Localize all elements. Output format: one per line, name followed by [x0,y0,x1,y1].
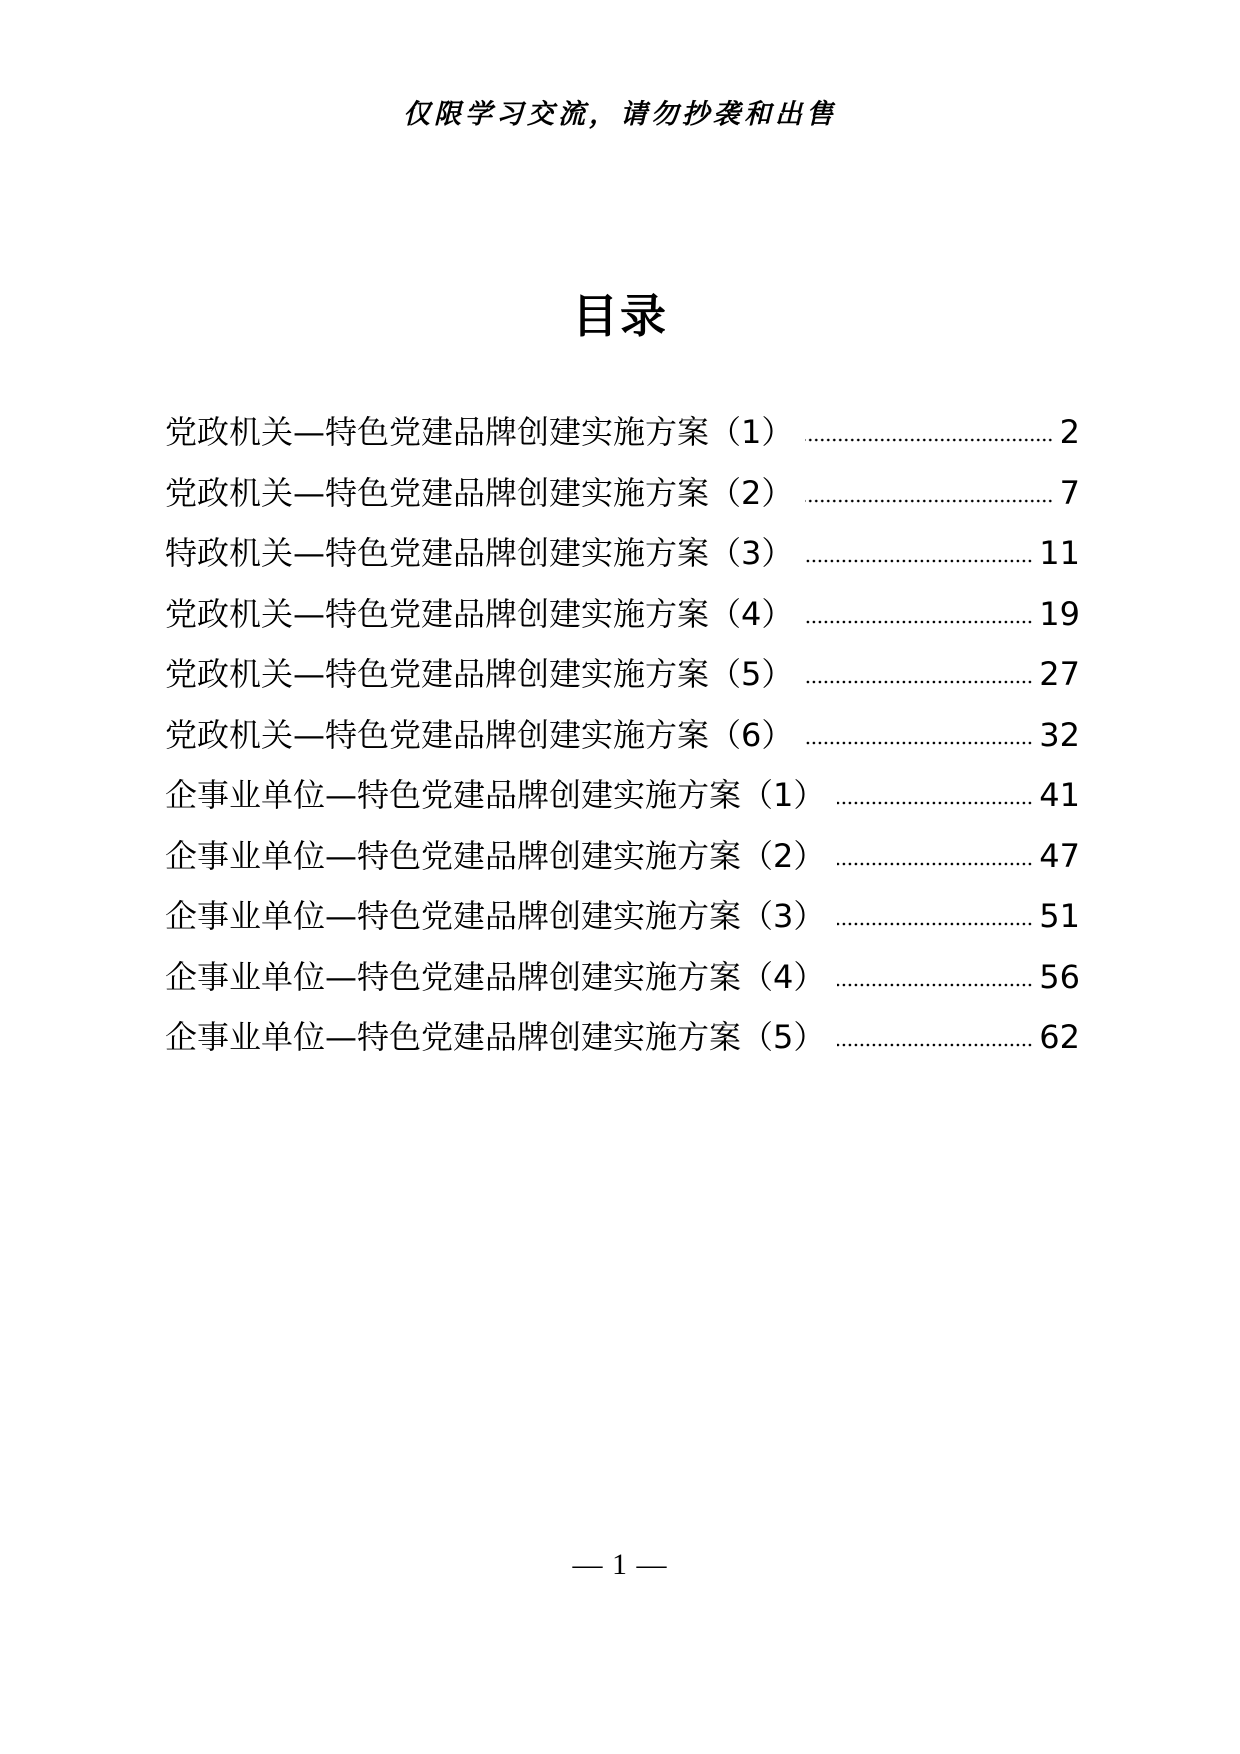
toc-entry-page-number: 2 [1059,413,1080,451]
toc-entry-title: 特政机关—特色党建品牌创建实施方案（3） [165,534,794,572]
toc-entry-page-number: 27 [1039,655,1080,693]
toc-entry-page-number: 56 [1039,957,1080,996]
toc-entry-title: 企事业单位—特色党建品牌创建实施方案（3） [165,897,826,935]
toc-entry[interactable] [165,644,1080,705]
toc-dot-leader [805,497,1053,505]
toc-entry[interactable] [165,463,1080,524]
toc-entry-title: 党政机关—特色党建品牌创建实施方案（5） [165,655,794,693]
toc-dot-leader [837,981,1033,989]
toc-dot-leader [837,1041,1033,1049]
toc-entry-page-number: 62 [1039,1018,1080,1056]
page-number: — 1 — [572,1548,668,1581]
toc-entry-page-number: 32 [1039,715,1080,754]
toc-entry[interactable] [165,402,1080,463]
toc-entry-title: 党政机关—特色党建品牌创建实施方案（4） [165,594,794,633]
toc-entry-page-number: 7 [1059,473,1080,512]
page-title: 目录 [572,289,668,343]
toc-entry[interactable] [165,765,1080,826]
toc-entry[interactable] [165,886,1080,947]
toc-entry-title: 党政机关—特色党建品牌创建实施方案（2） [165,473,794,512]
toc-entry-title: 企事业单位—特色党建品牌创建实施方案（4） [165,957,826,996]
toc-dot-leader [805,739,1033,747]
toc-entry-title: 企事业单位—特色党建品牌创建实施方案（5） [165,1018,826,1056]
toc-entry-page-number: 19 [1039,594,1080,633]
toc-entry[interactable] [165,1007,1080,1068]
toc-entry[interactable] [165,826,1080,887]
toc-dot-leader [805,557,1033,565]
toc-entry-page-number: 11 [1039,534,1080,572]
table-of-contents [165,402,1080,1068]
toc-dot-leader [837,860,1033,868]
toc-entry-title: 党政机关—特色党建品牌创建实施方案（6） [165,715,794,754]
toc-entry-page-number: 51 [1039,897,1080,935]
toc-entry-title: 企事业单位—特色党建品牌创建实施方案（1） [165,776,826,814]
toc-entry[interactable] [165,705,1080,766]
toc-entry-title: 企事业单位—特色党建品牌创建实施方案（2） [165,836,826,875]
header-notice: 仅限学习交流，请勿抄袭和出售 [403,99,837,130]
toc-entry-page-number: 41 [1039,776,1080,814]
toc-dot-leader [805,618,1033,626]
toc-entry[interactable] [165,523,1080,584]
toc-entry[interactable] [165,947,1080,1008]
toc-dot-leader [805,678,1033,686]
toc-dot-leader [837,920,1033,928]
toc-entry-title: 党政机关—特色党建品牌创建实施方案（1） [165,413,794,451]
toc-dot-leader [805,436,1053,444]
toc-entry-page-number: 47 [1039,836,1080,875]
toc-entry[interactable] [165,584,1080,645]
toc-dot-leader [837,799,1033,807]
